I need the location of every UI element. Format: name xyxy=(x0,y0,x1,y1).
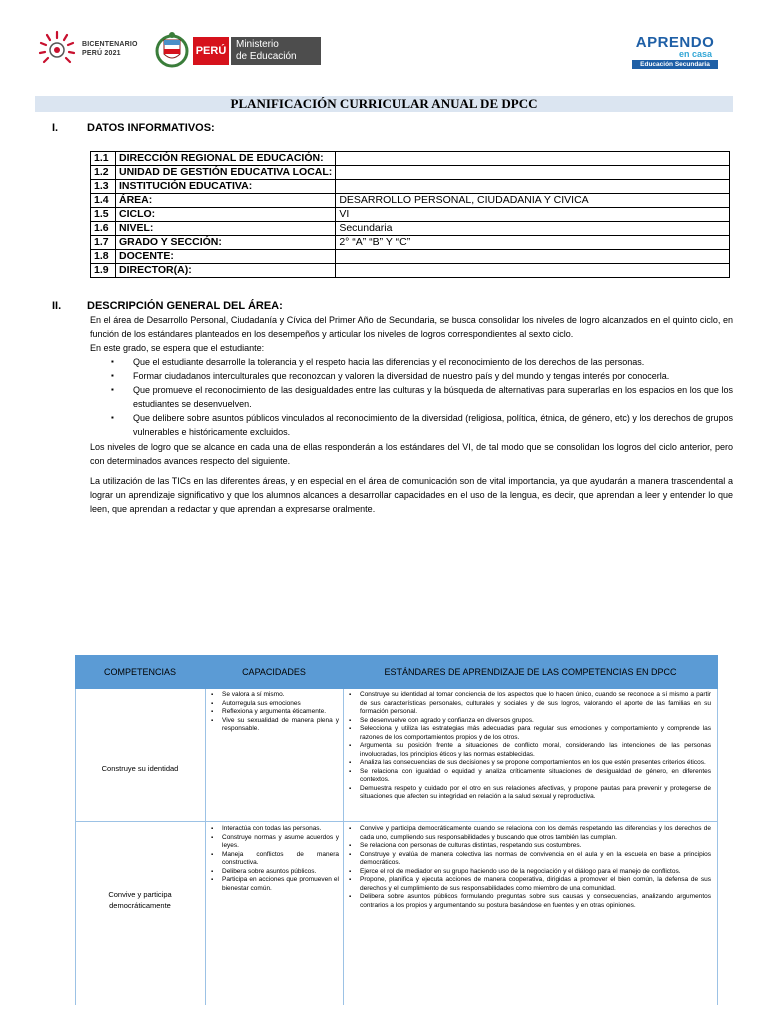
estandar-item xyxy=(349,759,711,768)
expectation-item-text: Formar ciudadanos interculturales que reconozcan y valoren la diversidad de nuestro país y del mundo y tengas interés por conocerla. xyxy=(133,371,670,381)
section-2-title: DESCRIPCIÓN GENERAL DEL ÁREA: xyxy=(87,300,283,312)
datos-number: 1.7 xyxy=(91,236,116,250)
bullet-icon: ▪ xyxy=(349,843,352,849)
bullet-icon: ▪ xyxy=(111,385,114,394)
estandar-item xyxy=(349,893,711,910)
header-capacidades: CAPACIDADES xyxy=(242,667,306,677)
estandar-item-text: Selecciona y utiliza las estrategias más adecuadas para regular sus emociones y comportamiento y comprende las razones de los comportamientos propios y de los otros. xyxy=(360,725,711,741)
estandar-item-text: Propone, planifica y ejecuta acciones de manera cooperativa, dirigidas a promover el bien común, la defensa de sus derechos y el cumplimiento de sus responsabilidades como miembro de una comunidad. xyxy=(360,876,711,892)
datos-row xyxy=(91,194,730,208)
capacidad-item-text: Se valora a sí mismo. xyxy=(222,691,285,698)
section-1-title: DATOS INFORMATIVOS: xyxy=(87,122,215,134)
datos-value xyxy=(336,166,730,180)
datos-value xyxy=(336,152,730,166)
bullet-icon: ▪ xyxy=(211,709,214,715)
capacidad-item xyxy=(211,691,339,700)
estandar-item-text: Argumenta su posición frente a situaciones de conflicto moral, considerando las intenciones de las personas involucradas, los principios éticos y las normas establecidas. xyxy=(360,742,711,758)
datos-label: DIRECTOR(A): xyxy=(116,264,336,278)
aprendo-band: Educación Secundaria xyxy=(632,60,718,69)
datos-number: 1.8 xyxy=(91,250,116,264)
estandar-item-text: Convive y participa democráticamente cuando se relaciona con los demás respetando las diferencias y los derechos de cada uno, cumpliendo sus responsabilidades y buscando que otros también las cumplan. xyxy=(360,825,711,841)
estandar-item-text: Demuestra respeto y cuidado por el otro en sus relaciones afectivas, y propone pautas para prevenir y protegerse de situaciones que afecten su integridad en relación a la salud sexual y reproductiva. xyxy=(360,784,711,800)
aprendo-title: APRENDO xyxy=(635,34,715,51)
bicentenario-logo-icon xyxy=(36,28,78,70)
datos-value xyxy=(336,250,730,264)
bullet-icon: ▪ xyxy=(111,371,114,380)
table-border-right xyxy=(717,689,718,1005)
datos-row xyxy=(91,222,730,236)
aprendo-subtitle: en casa xyxy=(678,49,712,59)
paragraph-expectation: En este grado, se espera que el estudiante: xyxy=(90,343,265,353)
peru-label: PERÚ xyxy=(193,37,229,65)
datos-number: 1.9 xyxy=(91,264,116,278)
datos-label: DOCENTE: xyxy=(116,250,336,264)
section-2-number: II. xyxy=(52,300,62,312)
datos-row xyxy=(91,152,730,166)
bullet-icon: ▪ xyxy=(111,413,114,422)
datos-informativos-table xyxy=(90,151,730,278)
capacidad-item-text: Interactúa con todas las personas. xyxy=(222,825,322,832)
expectations-list xyxy=(107,355,733,439)
expectation-item xyxy=(107,383,733,411)
bullet-icon: ▪ xyxy=(349,785,352,792)
datos-row xyxy=(91,166,730,180)
datos-row xyxy=(91,180,730,194)
datos-row xyxy=(91,264,730,278)
estandar-item-text: Se desenvuelve con agrado y confianza en diversos grupos. xyxy=(360,716,534,724)
estandar-item xyxy=(349,691,711,717)
estandar-item xyxy=(349,851,711,868)
bullet-icon: ▪ xyxy=(349,743,352,749)
datos-row xyxy=(91,236,730,250)
datos-row xyxy=(91,250,730,264)
capacidad-item-text: Maneja conflictos de manera constructiva. xyxy=(222,850,339,866)
aprendo-en-casa-logo xyxy=(632,36,718,72)
estandar-item-text: Analiza las consecuencias de sus decisiones y se propone comportamientos en los que estén presentes criterios éticos. xyxy=(360,759,706,766)
header-estandares: ESTÁNDARES DE APRENDIZAJE DE LAS COMPETENCIAS EN DPCC xyxy=(384,667,677,677)
table-divider-2 xyxy=(343,689,344,1005)
datos-label: GRADO Y SECCIÓN: xyxy=(116,236,336,250)
datos-number: 1.2 xyxy=(91,166,116,180)
capacidad-item xyxy=(211,868,339,877)
capacidad-item-text: Vive su sexualidad de manera plena y responsable. xyxy=(222,716,339,732)
paragraph-niveles: Los niveles de logro que se alcance en cada una de ellas responderán a los estándares del VI, de tal modo que se consolidan los logros del ciclo anterior, pero con determinados avances respecto del siguiente. xyxy=(90,442,733,466)
datos-number: 1.6 xyxy=(91,222,116,236)
bullet-icon: ▪ xyxy=(211,868,214,875)
bullet-icon: ▪ xyxy=(349,760,352,766)
bullet-icon: ▪ xyxy=(111,357,114,366)
datos-value: DESARROLLO PERSONAL, CIUDADANIA Y CIVICA xyxy=(336,194,730,208)
bullet-icon: ▪ xyxy=(349,768,352,775)
bullet-icon: ▪ xyxy=(211,877,214,883)
estandar-item xyxy=(349,717,711,726)
table-border-left xyxy=(75,689,76,1005)
estandar-item xyxy=(349,785,711,802)
capacidad-item xyxy=(211,708,339,717)
capacidad-item xyxy=(211,851,339,868)
bullet-icon: ▪ xyxy=(211,717,214,724)
datos-value: Secundaria xyxy=(336,222,730,236)
bullet-icon: ▪ xyxy=(349,868,352,875)
capacidad-item-text: Autorregula sus emociones xyxy=(222,699,301,707)
coat-of-arms-icon xyxy=(155,30,189,68)
datos-value: VI xyxy=(336,208,730,222)
datos-label: ÁREA: xyxy=(116,194,336,208)
bullet-icon: ▪ xyxy=(211,826,214,832)
estandar-item xyxy=(349,725,711,742)
capacidad-item xyxy=(211,834,339,851)
estandar-item xyxy=(349,876,711,893)
row-divider xyxy=(75,821,718,822)
bullet-icon: ▪ xyxy=(349,877,352,883)
table-divider-1 xyxy=(205,689,206,1005)
estandares-list xyxy=(349,691,711,802)
header-competencias: COMPETENCIAS xyxy=(103,667,176,677)
expectation-item-text: Que promueve el reconocimiento de las desigualdades entre las culturas y la búsqueda de alternativas para superarlas en los espacios en los que los estudiantes se desenvuelven. xyxy=(133,385,733,409)
capacidad-item-text: Reflexiona y argumenta éticamente. xyxy=(222,708,327,715)
competencias-table xyxy=(75,655,718,1005)
datos-label: NIVEL: xyxy=(116,222,336,236)
datos-label: UNIDAD DE GESTIÓN EDUCATIVA LOCAL: xyxy=(116,166,336,180)
datos-value: 2° “A” “B” Y “C” xyxy=(336,236,730,250)
section-1-number: I. xyxy=(52,122,59,134)
capacidades-list xyxy=(211,691,339,734)
bicentenario-line-1: BICENTENARIO xyxy=(82,41,138,48)
expectation-item-text: Que delibere sobre asuntos públicos vinculados al reconocimiento de la diversidad (religiosa, política, étnica, de género, etc) y los derechos de grupos vulnerables e históricamente excluidos. xyxy=(133,413,733,437)
competencias-table-header xyxy=(75,655,718,689)
competencia-name: Convive y participa democráticamente xyxy=(108,890,172,910)
expectation-item xyxy=(107,355,733,369)
estandar-item-text: Ejerce el rol de mediador en su grupo haciendo uso de la negociación y el diálogo para el manejo de conflictos. xyxy=(360,867,681,875)
bullet-icon: ▪ xyxy=(349,894,352,900)
bicentenario-label xyxy=(82,40,138,58)
estandar-item-text: Construye y evalúa de manera colectiva las normas de convivencia en el aula y en la escuela en base a principios democráticos. xyxy=(360,850,711,866)
expectation-item-text: Que el estudiante desarrolle la tolerancia y el respeto hacia las diferencias y el reconocimiento de los derechos de las personas. xyxy=(133,357,645,367)
datos-number: 1.4 xyxy=(91,194,116,208)
estandar-item-text: Construye su identidad al tomar conciencia de los aspectos que lo hacen único, cuando se reconoce a sí mismo a partir de sus características personales, culturales y sociales y de sus logros, valorando el aporte de las familias en su formación personal. xyxy=(360,691,711,715)
bicentenario-line-2: PERÚ 2021 xyxy=(82,50,121,57)
datos-label: CICLO: xyxy=(116,208,336,222)
bullet-icon: ▪ xyxy=(349,826,352,832)
datos-row xyxy=(91,208,730,222)
datos-number: 1.1 xyxy=(91,152,116,166)
capacidad-item xyxy=(211,700,339,709)
datos-label: DIRECCIÓN REGIONAL DE EDUCACIÓN: xyxy=(116,152,336,166)
paragraph-tics: La utilización de las TICs en las diferentes áreas, y en especial en el área de comunicación son de vital importancia, ya que ayudarán a manera trascendental a lograr un aprendizaje significativo y que los alumnos alcances a desarrollar capacidades en el uso de la lengua, es decir, que aprendan a leer y entender lo que leen, que aprendan a redactar y que aprendan a expresarse oralmente. xyxy=(90,476,733,514)
bullet-icon: ▪ xyxy=(349,726,352,732)
capacidad-item xyxy=(211,876,339,893)
bullet-icon: ▪ xyxy=(349,851,352,858)
estandar-item-text: Se relaciona con personas de culturas distintas, respetando sus costumbres. xyxy=(360,842,582,849)
competencia-name: Construye su identidad xyxy=(101,764,179,773)
capacidad-item xyxy=(211,825,339,834)
datos-value xyxy=(336,264,730,278)
capacidades-list xyxy=(211,825,339,893)
expectation-item xyxy=(107,411,733,439)
estandar-item-text: Delibera sobre asuntos públicos formulando preguntas sobre sus causas y consecuencias, analizando argumentos contrarios a los propios y argumentando su postura basándose en fuentes y en otras opiniones. xyxy=(360,893,711,909)
capacidad-item-text: Delibera sobre asuntos públicos. xyxy=(222,867,317,875)
estandar-item xyxy=(349,742,711,759)
datos-number: 1.3 xyxy=(91,180,116,194)
ministerio-line-2: de Educación xyxy=(236,51,297,62)
datos-label: INSTITUCIÓN EDUCATIVA: xyxy=(116,180,336,194)
bullet-icon: ▪ xyxy=(349,692,352,698)
estandar-item xyxy=(349,825,711,842)
document-title: PLANIFICACIÓN CURRICULAR ANUAL DE DPCC xyxy=(35,96,733,112)
estandar-item xyxy=(349,868,711,877)
datos-number: 1.5 xyxy=(91,208,116,222)
ministerio-label xyxy=(231,37,321,65)
estandar-item-text: Se relaciona con igualdad o equidad y analiza críticamente situaciones de desigualdad de género, en diferentes contextos. xyxy=(360,767,711,783)
bullet-icon: ▪ xyxy=(211,851,214,858)
capacidad-item-text: Participa en acciones que promueven el bienestar común. xyxy=(222,876,339,892)
capacidad-item-text: Construye normas y asume acuerdos y leyes. xyxy=(222,833,339,849)
bullet-icon: ▪ xyxy=(211,834,214,841)
ministerio-line-1: Ministerio xyxy=(236,39,279,50)
expectation-item xyxy=(107,369,733,383)
bullet-icon: ▪ xyxy=(211,700,214,707)
datos-value xyxy=(336,180,730,194)
bullet-icon: ▪ xyxy=(349,717,352,724)
estandares-list xyxy=(349,825,711,910)
estandar-item xyxy=(349,768,711,785)
paragraph-intro: En el área de Desarrollo Personal, Ciudadanía y Cívica del Primer Año de Secundaria, se busca consolidar los niveles de logro alcanzados en el quinto ciclo, en función de los estándares planteados en los desempeños y articular los niveles de logros correspondientes al sexto ciclo. xyxy=(90,315,733,339)
capacidad-item xyxy=(211,717,339,734)
bullet-icon: ▪ xyxy=(211,692,214,698)
estandar-item xyxy=(349,842,711,851)
